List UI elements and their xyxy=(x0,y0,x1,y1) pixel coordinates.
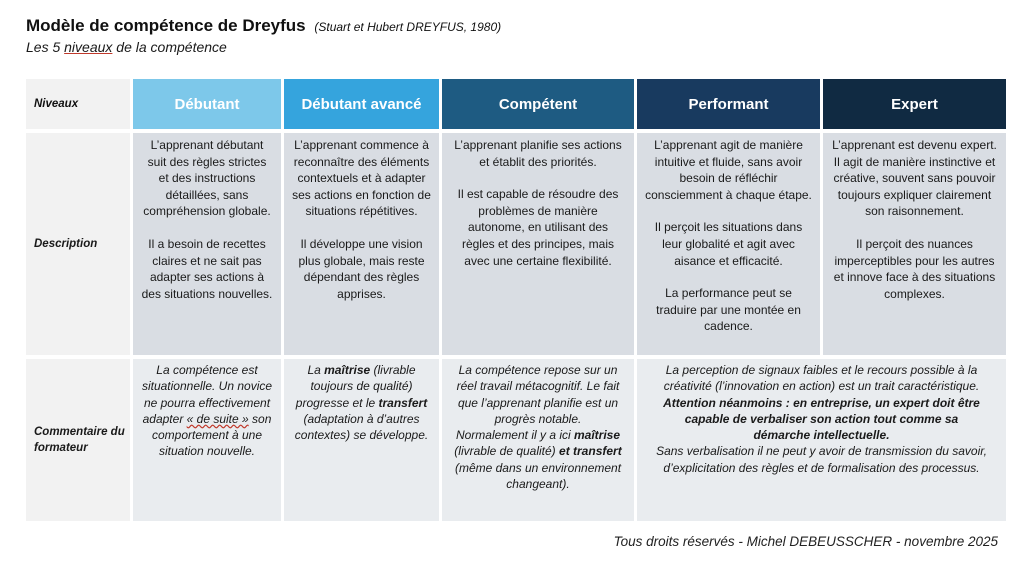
desc-paragraph: L’apprenant commence à reconnaître des éléments contextuels et à adapter ses actions en fonction de situations répétitives. xyxy=(292,138,431,219)
desc-debutant-avance xyxy=(284,133,439,355)
page-subtitle xyxy=(26,39,501,55)
comment-text: La perception de signaux faibles et le recours possible à la créativité (l’innovation en action) est un trait caractéristique. xyxy=(663,363,980,394)
comment-text: (livrable de qualité) xyxy=(454,444,560,459)
comment-bold: et transfert xyxy=(559,444,622,459)
subtitle-post: de la compétence xyxy=(112,39,227,55)
header-row xyxy=(26,79,1006,129)
level-debutant: Débutant xyxy=(133,79,281,129)
comment-bold: maîtrise xyxy=(574,428,621,443)
comment-text: son comportement à une situation nouvelle. xyxy=(151,411,272,459)
row-label-commentaire: Commentaire du formateur xyxy=(26,359,130,521)
desc-paragraph: Il perçoit les situations dans leur globalité et agit avec aisance et efficacité. xyxy=(654,220,803,268)
description-row xyxy=(26,133,1006,355)
copyright-footer: Tous droits réservés - Michel DEBEUSSCHER - novembre 2025 xyxy=(613,534,998,549)
row-label-description: Description xyxy=(26,133,130,355)
comment-text: La compétence est situationnelle. Un novice ne pourra effectivement adapter xyxy=(141,363,273,426)
comment-text: (même dans un environnement changeant). xyxy=(454,460,622,492)
level-expert: Expert xyxy=(823,79,1006,129)
comment-text: La compétence repose sur un réel travail métacognitif. Le fait que l’apprenant planifie est un progrès notable. xyxy=(456,363,620,426)
comment-text: La xyxy=(307,363,325,377)
desc-paragraph: Il a besoin de recettes claires et ne sait pas adapter ses actions à des situations nouvelles. xyxy=(141,236,273,301)
subtitle-underlined: niveaux xyxy=(64,39,113,55)
desc-paragraph: L’apprenant est devenu expert. Il agit de manière instinctive et créative, souvent sans pouvoir toujours expliquer clairement son raisonnement. xyxy=(832,138,997,219)
comment-bold: maîtrise xyxy=(324,363,371,377)
desc-paragraph: Il développe une vision plus globale, mais reste dépendant des règles apprises. xyxy=(298,236,425,301)
level-debutant-avance: Débutant avancé xyxy=(284,79,439,129)
desc-paragraph: Il perçoit des nuances imperceptibles pour les autres et innove face à des situations complexes. xyxy=(833,236,996,301)
comment-competent xyxy=(442,359,634,521)
desc-paragraph: Il est capable de résoudre des problèmes de manière autonome, en utilisant des règles et des principes, mais avec une certaine flexibilité. xyxy=(457,187,619,268)
title-authors: (Stuart et Hubert DREYFUS, 1980) xyxy=(314,20,502,34)
dreyfus-table xyxy=(23,75,1009,525)
comment-text: (livrable toujours de qualité) progresse et le xyxy=(295,363,416,410)
comment-line xyxy=(450,427,626,492)
comment-debutant-avance xyxy=(284,359,439,521)
page-title xyxy=(26,16,501,36)
col-label-niveaux: Niveaux xyxy=(26,79,130,129)
comment-bold: transfert xyxy=(378,395,428,410)
subtitle-pre: Les 5 xyxy=(26,39,65,55)
desc-performant xyxy=(637,133,820,355)
comment-text: Normalement il y a ici xyxy=(455,428,574,443)
desc-paragraph: L’apprenant agit de manière intuitive et fluide, sans avoir besoin de réfléchir consciemment à chaque étape. xyxy=(645,138,812,202)
level-competent: Compétent xyxy=(442,79,634,129)
comment-performant-expert xyxy=(637,359,1006,521)
title-text: Modèle de compétence de Dreyfus xyxy=(26,16,306,35)
comment-bold: Attention néanmoins : en entreprise, un expert doit être capable de verbaliser son action tout comme sa démarche intellectuelle. xyxy=(663,395,980,443)
comment-text: (adaptation à d’autres contextes) se développe. xyxy=(294,411,429,443)
comment-row xyxy=(26,359,1006,521)
title-block xyxy=(26,16,501,55)
desc-paragraph: L’apprenant planifie ses actions et établit des priorités. xyxy=(454,138,622,169)
desc-expert xyxy=(823,133,1006,355)
desc-competent xyxy=(442,133,634,355)
comment-text: Sans verbalisation il ne peut y avoir de transmission du savoir, d’explicitation des règles et de formalisation des processus. xyxy=(656,444,987,475)
level-performant: Performant xyxy=(637,79,820,129)
desc-debutant xyxy=(133,133,281,355)
desc-paragraph: L’apprenant débutant suit des règles strictes et des instructions détaillées, sans compréhension globale. xyxy=(143,138,271,219)
comment-debutant xyxy=(133,359,281,521)
comment-highlight: « de suite » xyxy=(186,411,249,426)
desc-paragraph: La performance peut se traduire par une montée en cadence. xyxy=(656,286,801,334)
